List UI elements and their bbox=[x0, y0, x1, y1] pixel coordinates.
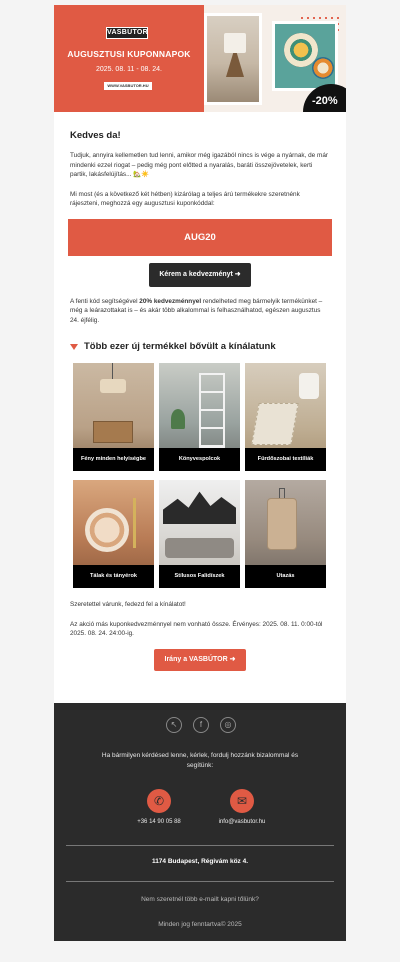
instagram-icon[interactable]: ◎ bbox=[220, 717, 236, 733]
hero-url: WWW.VASBUTOR.HU bbox=[104, 82, 152, 90]
category-card-bookshelves[interactable] bbox=[159, 363, 240, 471]
plate-shape bbox=[312, 57, 334, 79]
phone-contact[interactable] bbox=[119, 789, 199, 825]
discount-badge: -20% bbox=[303, 84, 346, 112]
footer bbox=[54, 703, 346, 941]
section-title bbox=[70, 341, 330, 352]
category-label: Fürdőszobai textíliák bbox=[245, 448, 326, 471]
hero-banner[interactable] bbox=[54, 5, 346, 112]
greeting: Kedves da! bbox=[70, 130, 121, 141]
offer-paragraph: Mi most (és a következő két hétben) kizárólag a teljes árú termékekre szeretnénk rájeszteni, meghozzá egy augusztusi kuponkóddal: bbox=[70, 190, 300, 207]
category-card-travel[interactable] bbox=[245, 480, 326, 588]
email-container bbox=[54, 5, 346, 941]
category-label: Fény minden helyiségbe bbox=[73, 448, 154, 471]
coupon-code-box: AUG20 bbox=[68, 219, 332, 256]
details-text: A fenti kód segítségével bbox=[70, 297, 140, 305]
category-card-wall-decor[interactable] bbox=[159, 480, 240, 588]
email-address: info@vasbutor.hu bbox=[218, 819, 266, 825]
hero-left-panel bbox=[54, 5, 204, 112]
hero-title: AUGUSZTUSI KUPONNAPOK bbox=[67, 49, 191, 59]
visit-shop-button[interactable]: Irány a VASBÚTOR ➜ bbox=[154, 649, 246, 671]
category-label: Utazás bbox=[245, 565, 326, 588]
intro-paragraph: Tudjuk, annyira kellemetlen tud lenni, amikor még igazából nincs is vége a nyárnak, de már mindenki ezzel riogat – pedig még pont előtted a nyaralás, baráti összejövetelek, kerti partik, lakásfelújítás... 🏡☀️ bbox=[70, 152, 329, 178]
category-label: Tálak és tányérok bbox=[73, 565, 154, 588]
category-grid bbox=[73, 363, 330, 588]
lampshade-shape bbox=[224, 33, 246, 53]
triangle-bullet-icon bbox=[70, 344, 78, 350]
brand-logo: VASBÚTOR bbox=[106, 27, 148, 39]
details-paragraph bbox=[70, 297, 330, 326]
envelope-icon: ✉ bbox=[230, 789, 254, 813]
address: 1174 Budapest, Régivám köz 4. bbox=[151, 858, 249, 865]
closing-paragraph: Szeretettel várunk, fedezd fel a kínálatot! bbox=[70, 601, 186, 608]
web-icon[interactable]: ↖ bbox=[166, 717, 182, 733]
email-body bbox=[54, 130, 346, 671]
phone-number: +36 14 90 05 88 bbox=[137, 819, 181, 825]
divider bbox=[66, 845, 334, 846]
section-title-text: Több ezer új termékkel bővült a kínálatunk bbox=[84, 341, 276, 352]
social-links bbox=[166, 717, 236, 733]
phone-icon: ✆ bbox=[147, 789, 171, 813]
claim-discount-button[interactable]: Kérem a kedvezményt ➜ bbox=[149, 263, 251, 287]
divider bbox=[66, 881, 334, 882]
facebook-icon[interactable]: f bbox=[193, 717, 209, 733]
details-text: rendelheted meg bármelyik termékünket – még a leárazottakat is – és akár több alkalommal is felhasználhatod, egészen augusztus 24. éjfélig. bbox=[70, 297, 323, 324]
unsubscribe-link[interactable]: Nem szeretnél több e-mailt kapni tőlünk? bbox=[141, 896, 259, 903]
email-contact[interactable] bbox=[202, 789, 282, 825]
details-highlight: 20% kedvezménnyel bbox=[139, 297, 202, 305]
terms-paragraph: Az akció más kuponkedvezménnyel nem vonható össze. Érvényes: 2025. 08. 11. 0:00-tól 2025. 08. 24. 24:00-ig. bbox=[70, 620, 323, 637]
category-card-lighting[interactable] bbox=[73, 363, 154, 471]
help-text: Ha bármilyen kérdésed lenne, kérlek, fordulj hozzánk bizalommal és segítünk: bbox=[101, 752, 299, 769]
category-card-bath-textiles[interactable] bbox=[245, 363, 326, 471]
hero-dates: 2025. 08. 11 - 08. 24. bbox=[95, 66, 163, 73]
category-card-plates[interactable] bbox=[73, 480, 154, 588]
category-label: Könyvespolcok bbox=[159, 448, 240, 471]
category-label: Stílusos Falidíszek bbox=[159, 565, 240, 588]
copyright: Minden jog fenntartva© 2025 bbox=[158, 921, 242, 928]
